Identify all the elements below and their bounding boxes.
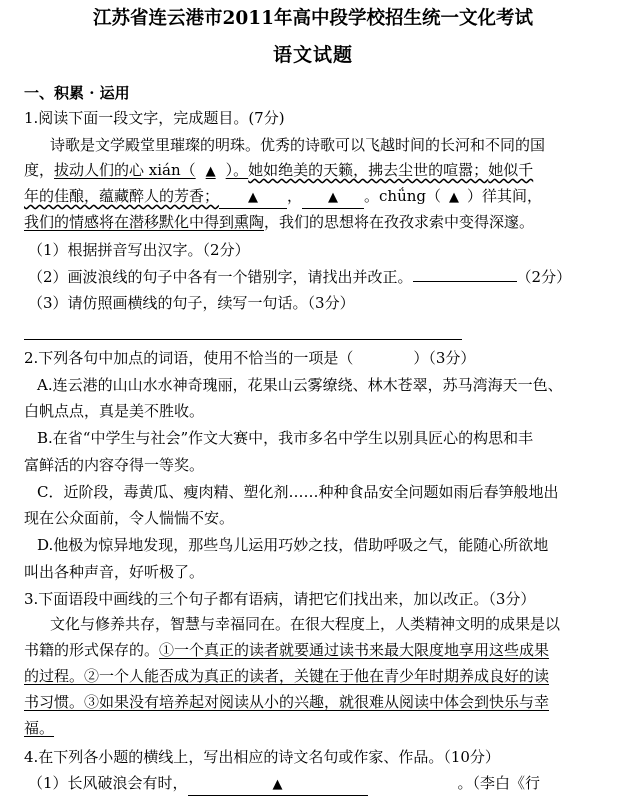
q2-prompt-text: 2.下列各句中加点的词语，使用不恰当的一项是（ <box>24 349 354 367</box>
q3-underlined-sentence-1: ①一个真正的读者就要通过读书来最大限度地享用这些成果 <box>159 641 550 659</box>
q3-passage-line-3 <box>24 666 549 686</box>
answer-placeholder: ▲ <box>205 164 216 179</box>
q1-passage-line-1: 诗歌是文学殿堂里璀璨的明珠。优秀的诗歌可以飞越时间的长河和不同的国 <box>50 136 546 154</box>
q1-text: 。chǘng（ <box>364 187 442 205</box>
q3-text: 书籍的形式保存的。 <box>24 641 160 659</box>
q3-passage-line-4 <box>24 692 549 712</box>
q1-passage-line-3 <box>24 186 542 209</box>
answer-blank[interactable]: ▲ <box>219 186 287 209</box>
q1-sub-1: （1）根据拼音写出汉字。（2分） <box>28 241 250 259</box>
q1-text: ，我们的思想将在孜孜求索中变得深邃。 <box>264 213 535 231</box>
q2-prompt-score: ）（3分） <box>413 349 476 367</box>
question-2-prompt <box>24 348 475 368</box>
q1-underlined-pinyin: 拔动人们的心 xián（ <box>54 161 196 179</box>
q4-sub-1 <box>28 773 540 796</box>
q1-text: ， <box>287 187 303 205</box>
answer-blank[interactable]: ▲ <box>302 186 364 209</box>
q4-sub-1-source: 。（李白《行 <box>457 774 541 792</box>
question-1-prompt: 1.阅读下面一段文字，完成题目。(7分) <box>24 109 285 127</box>
q1-sub-2-score: （2分） <box>516 268 572 286</box>
q1-text: ）。 <box>225 161 249 179</box>
question-4-prompt: 4.在下列各小题的横线上，写出相应的诗文名句或作家、作品。（10分） <box>24 748 500 766</box>
q1-sub-2-text: （2）画波浪线的句子中各有一个错别字，请找出并改正。 <box>28 268 413 286</box>
q2-option-a-line-1: A.连云港的山山水水神奇瑰丽，花果山云雾缭绕、林木苍翠，苏马湾海天一色、 <box>37 376 563 394</box>
q1-sub-2 <box>28 267 571 287</box>
section-heading: 一、积累 · 运用 <box>24 84 130 102</box>
q1-wavy-sentence-2: 她似千 <box>488 161 534 179</box>
answer-placeholder: ▲ <box>449 190 460 205</box>
q2-option-c-line-2: 现在公众面前，令人惴惴不安。 <box>24 509 235 527</box>
q1-wavy-sentence-2-cont: 年的佳酿，蕴藏醉人的芳香； <box>24 187 220 205</box>
answer-line[interactable] <box>24 339 462 340</box>
q2-option-b-line-1: B.在省“中学生与社会”作文大赛中，我市多名中学生以别具匠心的构思和丰 <box>37 429 534 447</box>
answer-blank[interactable] <box>413 267 517 282</box>
q1-underlined-sentence: 我们的情感将在潜移默化中得到熏陶 <box>24 213 265 231</box>
q4-sub-1-text: （1）长风破浪会有时， <box>28 774 188 792</box>
q2-option-d-line-2: 叫出各种声音，好听极了。 <box>24 563 205 581</box>
q3-passage-line-1: 文化与修养共存，智慧与幸福同在。在很大程度上，人类精神文明的成果是以 <box>50 615 561 633</box>
exam-title: 江苏省连云港市2011年高中段学校招生统一文化考试 <box>93 8 533 29</box>
q2-option-d-line-1: D.他极为惊异地发现，那些鸟儿运用巧妙之技，借助呼吸之气，能随心所欲地 <box>37 536 549 554</box>
exam-subtitle: 语文试题 <box>272 44 353 66</box>
q3-underlined-sentence-3: 书习惯。③如果没有培养起对阅读从小的兴趣，就很难从阅读中体会到快乐与幸 <box>24 693 550 711</box>
question-3-prompt: 3.下面语段中画线的三个句子都有语病，请把它们找出来，加以改正。（3分） <box>24 590 536 608</box>
answer-blank[interactable]: ▲ <box>188 773 368 796</box>
q3-passage-line-2 <box>24 640 549 660</box>
q1-wavy-sentence-1: 她如绝美的天籁，拂去尘世的喧嚣； <box>248 161 489 179</box>
q1-text: ）徉其间， <box>467 187 543 205</box>
q3-passage-line-5 <box>24 718 54 738</box>
q3-underlined-sentence-3-cont: 福。 <box>24 719 55 737</box>
q1-passage-line-2 <box>24 160 533 182</box>
q1-text: 度， <box>24 161 55 179</box>
q2-option-c-line-1: C．近阶段，毒黄瓜、瘦肉精、塑化剂……种种食品安全问题如雨后春笋般地出 <box>37 483 559 501</box>
q3-underlined-sentence-2: 的过程。②一个人能否成为真正的读者，关键在于他在青少年时期养成良好的读 <box>24 667 550 685</box>
q1-passage-line-4 <box>24 212 534 232</box>
q1-sub-3: （3）请仿照画横线的句子，续写一句话。（3分） <box>28 294 355 312</box>
q2-option-a-line-2: 白帆点点，真是美不胜收。 <box>24 402 205 420</box>
q2-option-b-line-2: 富鲜活的内容夺得一等奖。 <box>24 456 205 474</box>
